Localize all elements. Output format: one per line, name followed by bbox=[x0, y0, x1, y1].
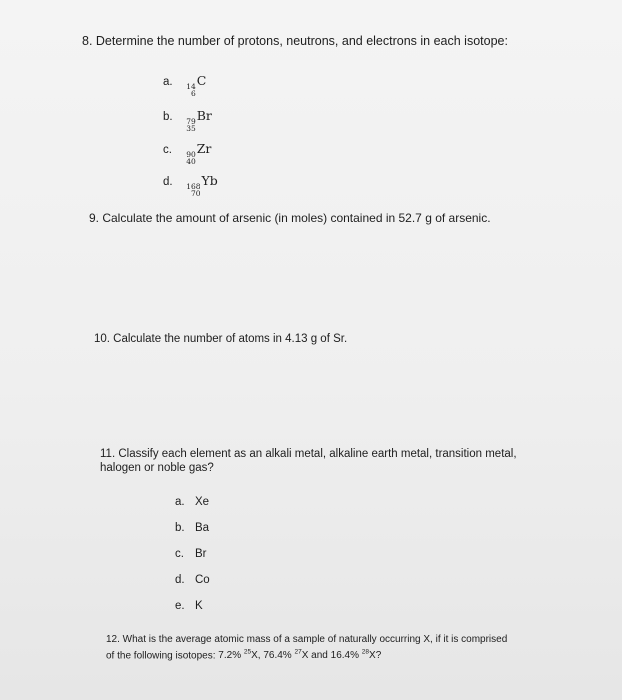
isotope-1: 7.2% $^{25}$X, bbox=[218, 649, 264, 662]
question-12-line-1: 12. What is the average atomic mass of a sample of naturally occurring X, if it is comprised bbox=[106, 634, 508, 645]
question-9-text: 9. Calculate the amount of arsenic (in moles) contained in 52.7 g of arsenic. bbox=[89, 211, 491, 225]
q8-item-letter: c. bbox=[163, 144, 172, 156]
q8-item-d bbox=[163, 173, 218, 197]
question-12-line-2 bbox=[106, 646, 556, 662]
element-name: Ba bbox=[195, 522, 210, 534]
q8-item-letter: d. bbox=[163, 176, 173, 188]
atomic-number: 6 bbox=[190, 89, 196, 98]
q8-item-letter: a. bbox=[163, 76, 173, 88]
q11-item-letter: a. bbox=[175, 496, 185, 508]
mass-number: 90 bbox=[186, 150, 196, 159]
element-name: Br bbox=[195, 548, 207, 560]
atomic-number: 70 bbox=[190, 189, 201, 198]
question-11-text: 11. Classify each element as an alkali metal, alkaline earth metal, transition metal, halogen or noble gas? bbox=[100, 448, 517, 474]
q11-item-b bbox=[175, 522, 209, 534]
q11-item-letter: d. bbox=[175, 574, 185, 586]
isotope-notation bbox=[186, 141, 212, 166]
question-12-text bbox=[106, 633, 556, 662]
q8-item-letter: b. bbox=[163, 111, 173, 123]
element-name: Xe bbox=[195, 496, 210, 508]
element-symbol: Br bbox=[196, 108, 212, 123]
isotope-3: 16.4% $^{28}$X? bbox=[330, 649, 382, 662]
q11-item-a bbox=[175, 496, 209, 508]
isotope-notation bbox=[186, 73, 207, 98]
isotope-notation bbox=[186, 173, 218, 198]
element-name: Co bbox=[195, 574, 210, 586]
atomic-number: 40 bbox=[186, 157, 196, 166]
q8-item-a bbox=[163, 73, 206, 97]
q8-item-b bbox=[163, 108, 212, 132]
q11-item-d bbox=[175, 574, 210, 586]
isotope-notation bbox=[186, 108, 212, 133]
q11-item-letter: c. bbox=[175, 548, 184, 560]
atomic-number: 35 bbox=[186, 124, 196, 133]
q11-item-letter: e. bbox=[175, 600, 185, 612]
element-name: K bbox=[195, 600, 203, 612]
mass-number: 168 bbox=[186, 182, 201, 191]
element-symbol: Zr bbox=[196, 141, 212, 156]
mass-number: 14 bbox=[186, 82, 196, 91]
q11-item-e bbox=[175, 600, 203, 612]
question-8-text: 8. Determine the number of protons, neutrons, and electrons in each isotope: bbox=[82, 34, 508, 48]
element-symbol: Yb bbox=[201, 173, 218, 188]
q8-item-c bbox=[163, 141, 211, 165]
mass-number: 79 bbox=[186, 117, 196, 126]
q11-item-letter: b. bbox=[175, 522, 185, 534]
question-12-prefix: of the following isotopes: bbox=[106, 650, 219, 662]
question-10-text: 10. Calculate the number of atoms in 4.13 g of Sr. bbox=[94, 333, 348, 345]
element-symbol: C bbox=[196, 73, 207, 88]
isotope-2: 76.4% $^{27}$X and bbox=[263, 649, 331, 662]
q11-item-c bbox=[175, 548, 207, 560]
